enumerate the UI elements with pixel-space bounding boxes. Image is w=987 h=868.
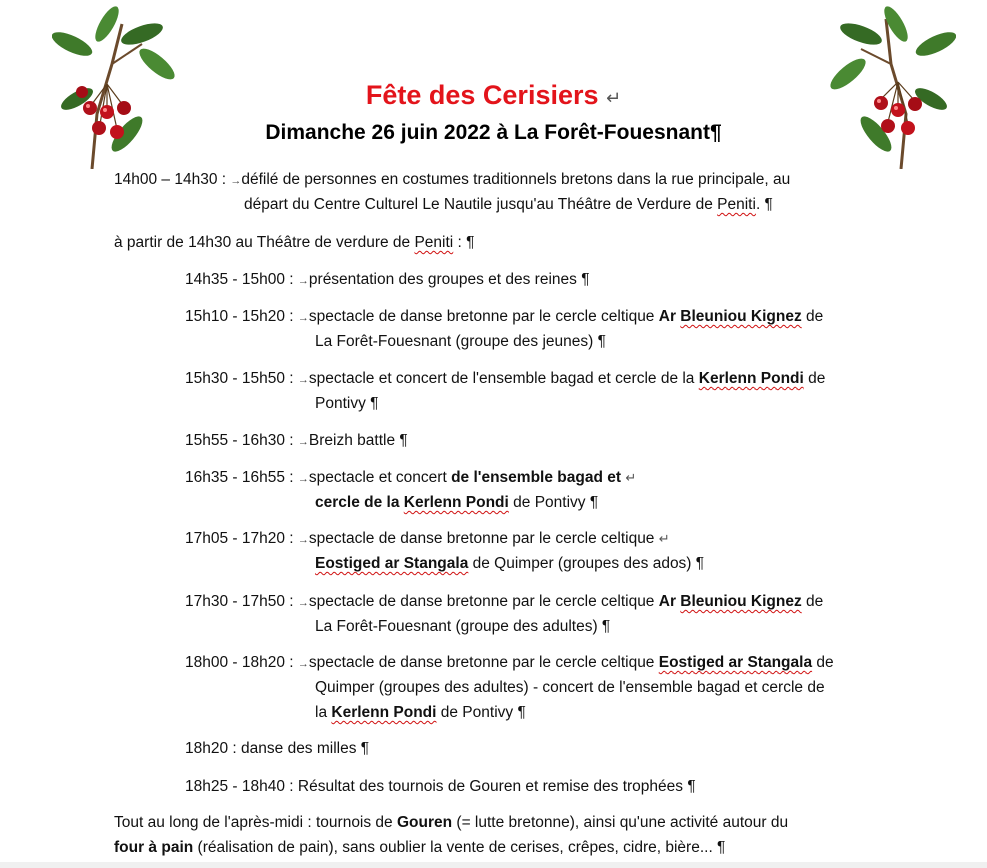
schedule-item-cont: La Forêt-Fouesnant (groupe des jeunes) ¶ bbox=[315, 333, 606, 350]
schedule-item-cont bbox=[315, 493, 598, 513]
schedule-text: spectacle de danse bretonne par le cercle celtique bbox=[308, 654, 659, 671]
schedule-time: 17h30 - 17h50 : bbox=[185, 593, 294, 610]
schedule-text: spectacle de danse bretonne par le cercle celtique bbox=[308, 593, 659, 610]
intro-text-1: défilé de personnes en costumes traditionnels bretons dans la rue principale, au bbox=[241, 171, 791, 188]
tab-mark: → bbox=[297, 436, 309, 448]
schedule-item-cont: Pontivy ¶ bbox=[315, 395, 379, 412]
group-name: Ar bbox=[658, 308, 681, 325]
schedule-item bbox=[185, 270, 590, 291]
tab-mark: → bbox=[230, 175, 242, 187]
group-name: Bleuniou Kignez bbox=[680, 593, 802, 610]
intro-line-2 bbox=[244, 195, 773, 215]
schedule-item bbox=[185, 369, 825, 390]
intro-text-2-end: . ¶ bbox=[755, 196, 773, 213]
tab-mark: → bbox=[297, 473, 309, 485]
footer-text: (réalisation de pain), sans oublier la vente de cerises, crêpes, cidre, bière... ¶ bbox=[193, 839, 726, 856]
schedule-text: de Quimper (groupes des ados) ¶ bbox=[468, 555, 705, 572]
schedule-time: 14h00 – 14h30 : bbox=[114, 171, 227, 188]
afternoon-header bbox=[114, 233, 474, 253]
afternoon-header-end: : ¶ bbox=[453, 234, 475, 251]
schedule-time: 15h30 - 15h50 : bbox=[185, 370, 294, 387]
linebreak-mark: ↵ bbox=[625, 470, 637, 485]
group-name: Kerlenn Pondi bbox=[403, 494, 509, 511]
schedule-item bbox=[185, 468, 636, 489]
linebreak-mark: ↵ bbox=[606, 88, 622, 108]
tab-mark: → bbox=[297, 312, 309, 324]
title-text: Fête des Cerisiers bbox=[365, 80, 599, 110]
schedule-time: 14h35 - 15h00 : bbox=[185, 271, 294, 288]
schedule-text: de Pontivy ¶ bbox=[436, 704, 526, 721]
schedule-text: de Pontivy ¶ bbox=[508, 494, 599, 511]
schedule-text: Breizh battle ¶ bbox=[308, 432, 408, 449]
schedule-time: 18h20 : bbox=[185, 740, 237, 757]
footer-text: Tout au long de l'après-midi : tournois de bbox=[114, 814, 397, 831]
group-name: Eostiged ar Stangala bbox=[658, 654, 813, 671]
schedule-item-cont bbox=[315, 703, 526, 723]
schedule-item bbox=[185, 777, 696, 797]
group-name: Kerlenn Pondi bbox=[331, 704, 437, 721]
intro-text-2: départ du Centre Culturel Le Nautile jusqu'au Théâtre de Verdure de bbox=[244, 196, 718, 213]
schedule-item bbox=[185, 653, 834, 674]
footer-bold: Gouren bbox=[396, 814, 453, 831]
schedule-item bbox=[185, 529, 670, 550]
schedule-time: 15h10 - 15h20 : bbox=[185, 308, 294, 325]
schedule-item bbox=[185, 431, 408, 452]
afternoon-header-text: à partir de 14h30 au Théâtre de verdure de bbox=[114, 234, 415, 251]
page-subtitle: Dimanche 26 juin 2022 à La Forêt-Fouesnant¶ bbox=[265, 121, 722, 144]
tab-mark: → bbox=[297, 275, 309, 287]
schedule-text: spectacle de danse bretonne par le cercle celtique bbox=[308, 308, 659, 325]
schedule-time: 18h00 - 18h20 : bbox=[185, 654, 294, 671]
schedule-text: spectacle et concert bbox=[308, 469, 452, 486]
schedule-time: 16h35 - 16h55 : bbox=[185, 469, 294, 486]
schedule-text: danse des milles ¶ bbox=[241, 740, 370, 757]
schedule-text: de bbox=[801, 308, 824, 325]
tab-mark: → bbox=[297, 374, 309, 386]
group-name: Bleuniou Kignez bbox=[680, 308, 802, 325]
group-name: Eostiged ar Stangala bbox=[315, 555, 469, 572]
footer-bold: four à pain bbox=[114, 839, 194, 856]
tab-mark: → bbox=[297, 658, 309, 670]
schedule-item bbox=[185, 307, 823, 328]
schedule-item-cont: La Forêt-Fouesnant (groupe des adultes) ¶ bbox=[315, 618, 611, 635]
schedule-text: spectacle et concert de l'ensemble bagad et cercle de la bbox=[308, 370, 699, 387]
page-bottom-edge bbox=[0, 862, 987, 868]
schedule-item bbox=[185, 592, 823, 613]
schedule-item-cont bbox=[315, 554, 704, 574]
schedule-text: Résultat des tournois de Gouren et remise des trophées ¶ bbox=[297, 778, 696, 795]
page-title bbox=[0, 80, 987, 111]
footer-line-1 bbox=[114, 813, 788, 833]
intro-line-1 bbox=[114, 170, 790, 191]
spellcheck-word: Peniti bbox=[717, 196, 756, 213]
schedule-text: spectacle de danse bretonne par le cercle celtique bbox=[308, 530, 655, 547]
schedule-text: présentation des groupes et des reines ¶ bbox=[308, 271, 590, 288]
footer-text: (= lutte bretonne), ainsi qu'une activité autour du bbox=[452, 814, 789, 831]
footer-line-2 bbox=[114, 838, 725, 858]
schedule-time: 18h25 - 18h40 : bbox=[185, 778, 294, 795]
schedule-item-cont: Quimper (groupes des adultes) - concert de l'ensemble bagad et cercle de bbox=[315, 679, 825, 696]
linebreak-mark: ↵ bbox=[658, 531, 670, 546]
schedule-item bbox=[185, 739, 369, 759]
schedule-text: la bbox=[315, 704, 332, 721]
group-name: Kerlenn Pondi bbox=[698, 370, 804, 387]
spellcheck-word: Peniti bbox=[414, 234, 454, 251]
group-name: cercle de la bbox=[315, 494, 404, 511]
tab-mark: → bbox=[297, 597, 309, 609]
schedule-time: 17h05 - 17h20 : bbox=[185, 530, 294, 547]
schedule-text: de bbox=[803, 370, 826, 387]
schedule-text: de bbox=[801, 593, 824, 610]
tab-mark: → bbox=[297, 534, 309, 546]
group-name: Ar bbox=[658, 593, 681, 610]
schedule-text: de bbox=[812, 654, 834, 671]
schedule-time: 15h55 - 16h30 : bbox=[185, 432, 294, 449]
group-name: de l'ensemble bagad et bbox=[451, 469, 622, 486]
